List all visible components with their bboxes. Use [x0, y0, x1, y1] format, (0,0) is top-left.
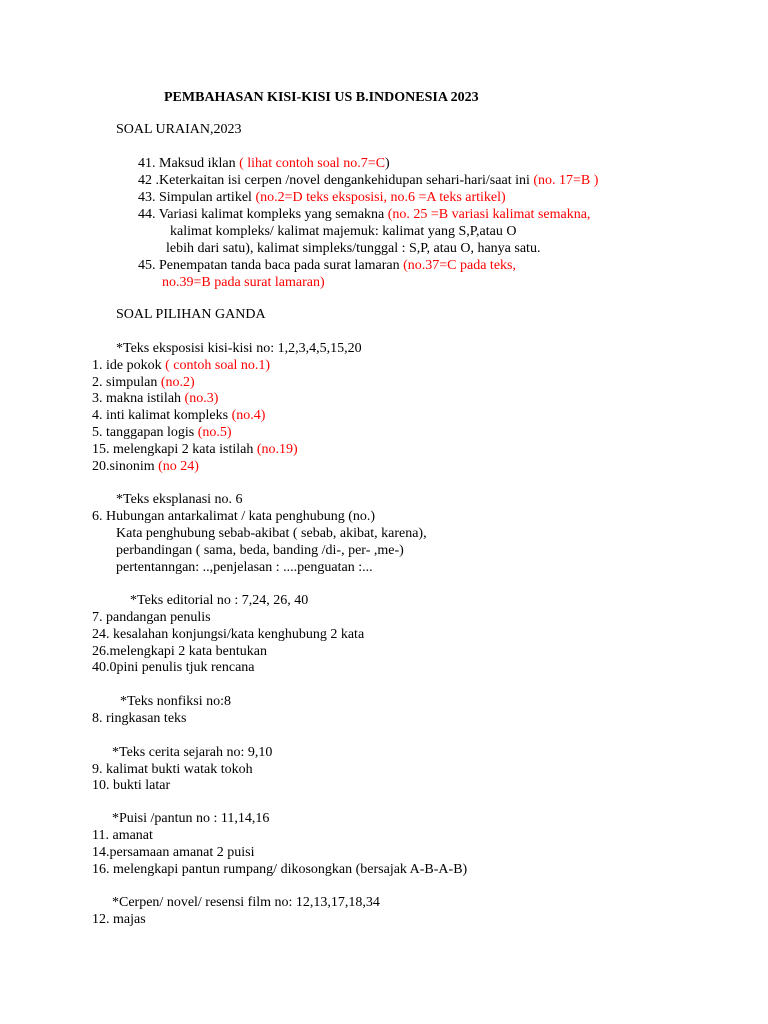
item-note: (no.3)	[184, 391, 219, 406]
item-text: 42 .Keterkaitan isi cerpen /novel dengankehidupan sehari-hari/saat ini	[138, 173, 534, 188]
item-text-tail: )	[385, 156, 390, 171]
list-item: 8. ringkasan teks	[92, 711, 187, 726]
item-text: 3. makna istilah	[92, 391, 185, 406]
uraian-item-44-cont-2: lebih dari satu), kalimat simpleks/tunggal : S,P, atau O, hanya satu.	[166, 241, 541, 256]
list-item	[92, 424, 232, 441]
item-note: (no.5)	[197, 425, 232, 440]
item-text: 43. Simpulan artikel	[138, 190, 256, 205]
list-item: 9. kalimat bukti watak tokoh	[92, 762, 253, 777]
uraian-item-44	[138, 206, 590, 223]
item-text: 45. Penempatan tanda baca pada surat lamaran	[138, 258, 404, 273]
item-note: (no. 25 =B variasi kalimat semakna,	[387, 207, 591, 222]
item-note: ( lihat contoh soal no.7=C	[239, 156, 386, 171]
section-heading-pilihan-ganda: SOAL PILIHAN GANDA	[116, 307, 266, 322]
uraian-item-41	[138, 155, 390, 172]
item-text: 20.sinonim	[92, 459, 159, 474]
list-item	[92, 390, 218, 407]
uraian-item-42	[138, 172, 598, 189]
group-heading-eksplanasi: *Teks eksplanasi no. 6	[116, 492, 243, 507]
item-note: (no.4)	[231, 408, 266, 423]
list-item	[92, 374, 195, 391]
item-note: (no.37=C pada teks,	[403, 258, 516, 273]
list-item	[92, 441, 298, 458]
group-heading-editorial: *Teks editorial no : 7,24, 26, 40	[130, 593, 309, 608]
group-heading-cerpen: *Cerpen/ novel/ resensi film no: 12,13,17,18,34	[112, 895, 380, 910]
list-item	[92, 458, 199, 475]
page-title: PEMBAHASAN KISI-KISI US B.INDONESIA 2023	[164, 90, 479, 105]
item-note: (no.2)	[160, 375, 195, 390]
list-item: 11. amanat	[92, 828, 153, 843]
list-item: 7. pandangan penulis	[92, 610, 211, 625]
group-heading-sejarah: *Teks cerita sejarah no: 9,10	[112, 745, 273, 760]
item-note: (no.2=D teks eksposisi, no.6 =A teks artikel)	[255, 190, 506, 205]
uraian-item-45	[138, 257, 516, 274]
list-item: 14.persamaan amanat 2 puisi	[92, 845, 255, 860]
list-item: 24. kesalahan konjungsi/kata kenghubung 2 kata	[92, 627, 365, 642]
group-heading-eksposisi: *Teks eksposisi kisi-kisi no: 1,2,3,4,5,15,20	[116, 341, 362, 356]
item-text: 2. simpulan	[92, 375, 161, 390]
list-item: 26.melengkapi 2 kata bentukan	[92, 644, 267, 659]
item-text: 1. ide pokok	[92, 358, 166, 373]
item-text: 5. tanggapan logis	[92, 425, 198, 440]
uraian-item-45-cont: no.39=B pada surat lamaran)	[162, 275, 325, 290]
item-note: ( contoh soal no.1)	[165, 358, 271, 373]
list-item-detail: pertentanngan: ..,penjelasan : ....penguatan :...	[116, 560, 373, 575]
group-heading-puisi: *Puisi /pantun no : 11,14,16	[112, 811, 270, 826]
list-item: 10. bukti latar	[92, 778, 171, 793]
item-text: 44. Variasi kalimat kompleks yang semakna	[138, 207, 388, 222]
group-heading-nonfiksi: *Teks nonfiksi no:8	[120, 694, 232, 709]
item-text: 41. Maksud iklan	[138, 156, 240, 171]
uraian-item-44-cont-1: kalimat kompleks/ kalimat majemuk: kalimat yang S,P,atau O	[170, 224, 517, 239]
item-note: (no. 17=B )	[533, 173, 599, 188]
list-item: 40.0pini penulis tjuk rencana	[92, 660, 255, 675]
item-text: 15. melengkapi 2 kata istilah	[92, 442, 257, 457]
item-note: (no 24)	[158, 459, 199, 474]
item-note: (no.19)	[256, 442, 298, 457]
list-item: 6. Hubungan antarkalimat / kata penghubung (no.)	[92, 509, 376, 524]
list-item: 16. melengkapi pantun rumpang/ dikosongkan (bersajak A-B-A-B)	[92, 862, 468, 877]
list-item	[92, 407, 265, 424]
list-item	[92, 357, 270, 374]
list-item: 12. majas	[92, 912, 146, 927]
uraian-item-43	[138, 189, 506, 206]
item-text: 4. inti kalimat kompleks	[92, 408, 232, 423]
list-item-detail: Kata penghubung sebab-akibat ( sebab, akibat, karena),	[116, 526, 427, 541]
section-heading-uraian: SOAL URAIAN,2023	[116, 122, 242, 137]
list-item-detail: perbandingan ( sama, beda, banding /di-, per- ,me-)	[116, 543, 404, 558]
